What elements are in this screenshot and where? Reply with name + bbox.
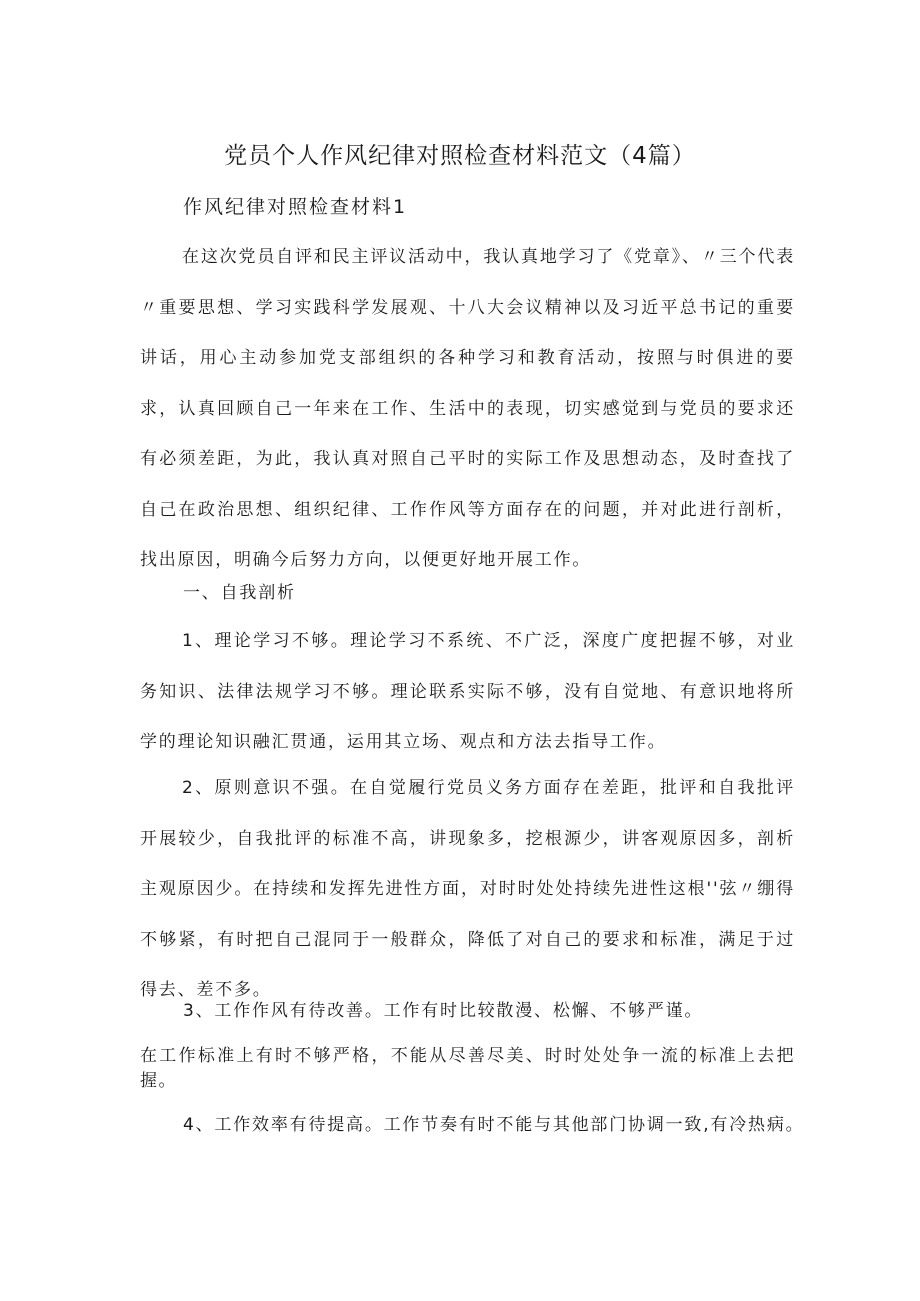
item-2-paragraph: 2、原则意识不强。在自觉履行党员义务方面存在差距，批评和自我批评开展较少，自我批评的标准不高，讲现象多，挖根源少，讲客观原因多，剖析主观原因少。在持续和发挥先进性方面，对时时处处持续先进性这根''弦〃绷得不够紧，有时把自己混同于一般群众，降低了对自己的要求和标准，满足于过得去、差不多。 xyxy=(140,778,795,1000)
section-heading-self-analysis: 一、自我剖析 xyxy=(183,583,296,603)
document-title: 党员个人作风纪律对照检查材料范文（4篇） xyxy=(224,143,696,169)
item-4-paragraph: 4、工作效率有待提高。工作节奏有时不能与其他部门协调一致,有冷热病。 xyxy=(183,1115,805,1135)
item-3-heading: 3、工作作风有待改善。工作有时比较散漫、松懈、不够严谨。 xyxy=(183,1001,704,1021)
intro-paragraph: 在这次党员自评和民主评议活动中，我认真地学习了《党章》、〃三个代表〃重要思想、学习实践科学发展观、十八大会议精神以及习近平总书记的重要讲话，用心主动参加党支部组织的各种学习和教育活动，按照与时俱进的要求，认真回顾自己一年来在工作、生活中的表现，切实感觉到与党员的要求还有必须差距，为此，我认真对照自己平时的实际工作及思想动态，及时查找了自己在政治思想、组织纪律、工作作风等方面存在的问题，并对此进行剖析，找出原因，明确今后努力方向，以便更好地开展工作。 xyxy=(140,247,795,570)
item-3-body: 在工作标准上有时不够严格，不能从尽善尽美、时时处处争一流的标准上去把握。 xyxy=(140,1046,795,1091)
section-subtitle: 作风纪律对照检查材料1 xyxy=(183,196,408,218)
item-1-paragraph: 1、理论学习不够。理论学习不系统、不广泛，深度广度把握不够，对业务知识、法律法规学习不够。理论联系实际不够，没有自觉地、有意识地将所学的理论知识融汇贯通，运用其立场、观点和方法去指导工作。 xyxy=(140,631,795,752)
